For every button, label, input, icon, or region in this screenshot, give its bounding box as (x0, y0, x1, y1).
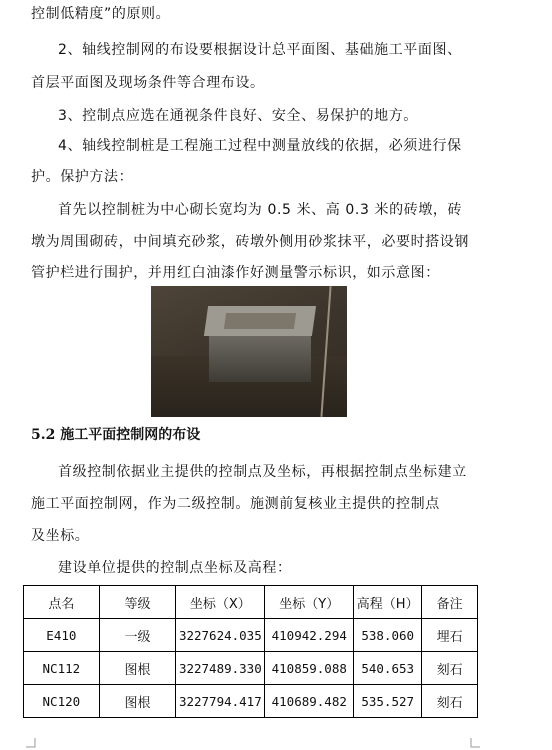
header-elevation: 高程（H） (354, 586, 422, 619)
control-point-table (23, 585, 478, 718)
cell-point-name: E410 (24, 619, 100, 652)
paragraph-line: 2、轴线控制网的布设要根据设计总平面图、基础施工平面图、 (58, 42, 462, 58)
cell-coord-y: 410859.088 (265, 652, 354, 685)
section-heading: 5.2 施工平面控制网的布设 (31, 427, 201, 443)
cell-grade: 图根 (99, 652, 176, 685)
paragraph-line: 管护栏进行围护，并用红白油漆作好测量警示标识，如示意图： (31, 265, 440, 281)
paragraph-line: 控制低精度”的原则。 (31, 6, 171, 22)
cell-remark: 刻石 (422, 652, 478, 685)
cell-grade: 图根 (99, 685, 176, 718)
brick-pier-side (209, 334, 311, 382)
page-corner-mark-left (26, 738, 36, 748)
cell-elevation: 535.527 (354, 685, 422, 718)
cell-remark: 埋石 (422, 619, 478, 652)
cell-remark: 刻石 (422, 685, 478, 718)
paragraph-line: 护。保护方法： (31, 169, 134, 185)
cell-point-name: NC120 (24, 685, 100, 718)
header-coord-x: 坐标（X） (176, 586, 265, 619)
cell-grade: 一级 (99, 619, 176, 652)
cell-point-name: NC112 (24, 652, 100, 685)
paragraph-line: 建设单位提供的控制点坐标及高程： (58, 560, 292, 576)
cell-elevation: 540.653 (354, 652, 422, 685)
paragraph-line: 施工平面控制网，作为二级控制。施测前复核业主提供的控制点 (31, 496, 440, 512)
mortar-fill (224, 313, 296, 329)
paragraph-line: 首先以控制桩为中心砌长宽均为 0.5 米、高 0.3 米的砖墩，砖 (58, 202, 463, 218)
paragraph-line: 首层平面图及现场条件等合理布设。 (31, 75, 265, 91)
paragraph-line: 4、轴线控制桩是工程施工过程中测量放线的依据，必须进行保 (58, 138, 462, 154)
table-row (24, 652, 478, 685)
table-row (24, 619, 478, 652)
paragraph-line: 3、控制点应选在通视条件良好、安全、易保护的地方。 (58, 108, 418, 124)
header-point-name: 点名 (24, 586, 100, 619)
table-header-row (24, 586, 478, 619)
header-coord-y: 坐标（Y） (265, 586, 354, 619)
survey-pier-photo (151, 286, 347, 417)
cell-elevation: 538.060 (354, 619, 422, 652)
header-remark: 备注 (422, 586, 478, 619)
header-grade: 等级 (99, 586, 176, 619)
paragraph-line: 及坐标。 (31, 528, 90, 544)
paragraph-line: 墩为周围砌砖，中间填充砂浆，砖墩外侧用砂浆抹平，必要时搭设钢 (31, 234, 469, 250)
cell-coord-x: 3227489.330 (176, 652, 265, 685)
cell-coord-y: 410689.482 (265, 685, 354, 718)
cell-coord-y: 410942.294 (265, 619, 354, 652)
cell-coord-x: 3227624.035 (176, 619, 265, 652)
paragraph-line: 首级控制依据业主提供的控制点及坐标，再根据控制点坐标建立 (58, 464, 467, 480)
table-row (24, 685, 478, 718)
page-corner-mark-right (470, 738, 480, 748)
cell-coord-x: 3227794.417 (176, 685, 265, 718)
